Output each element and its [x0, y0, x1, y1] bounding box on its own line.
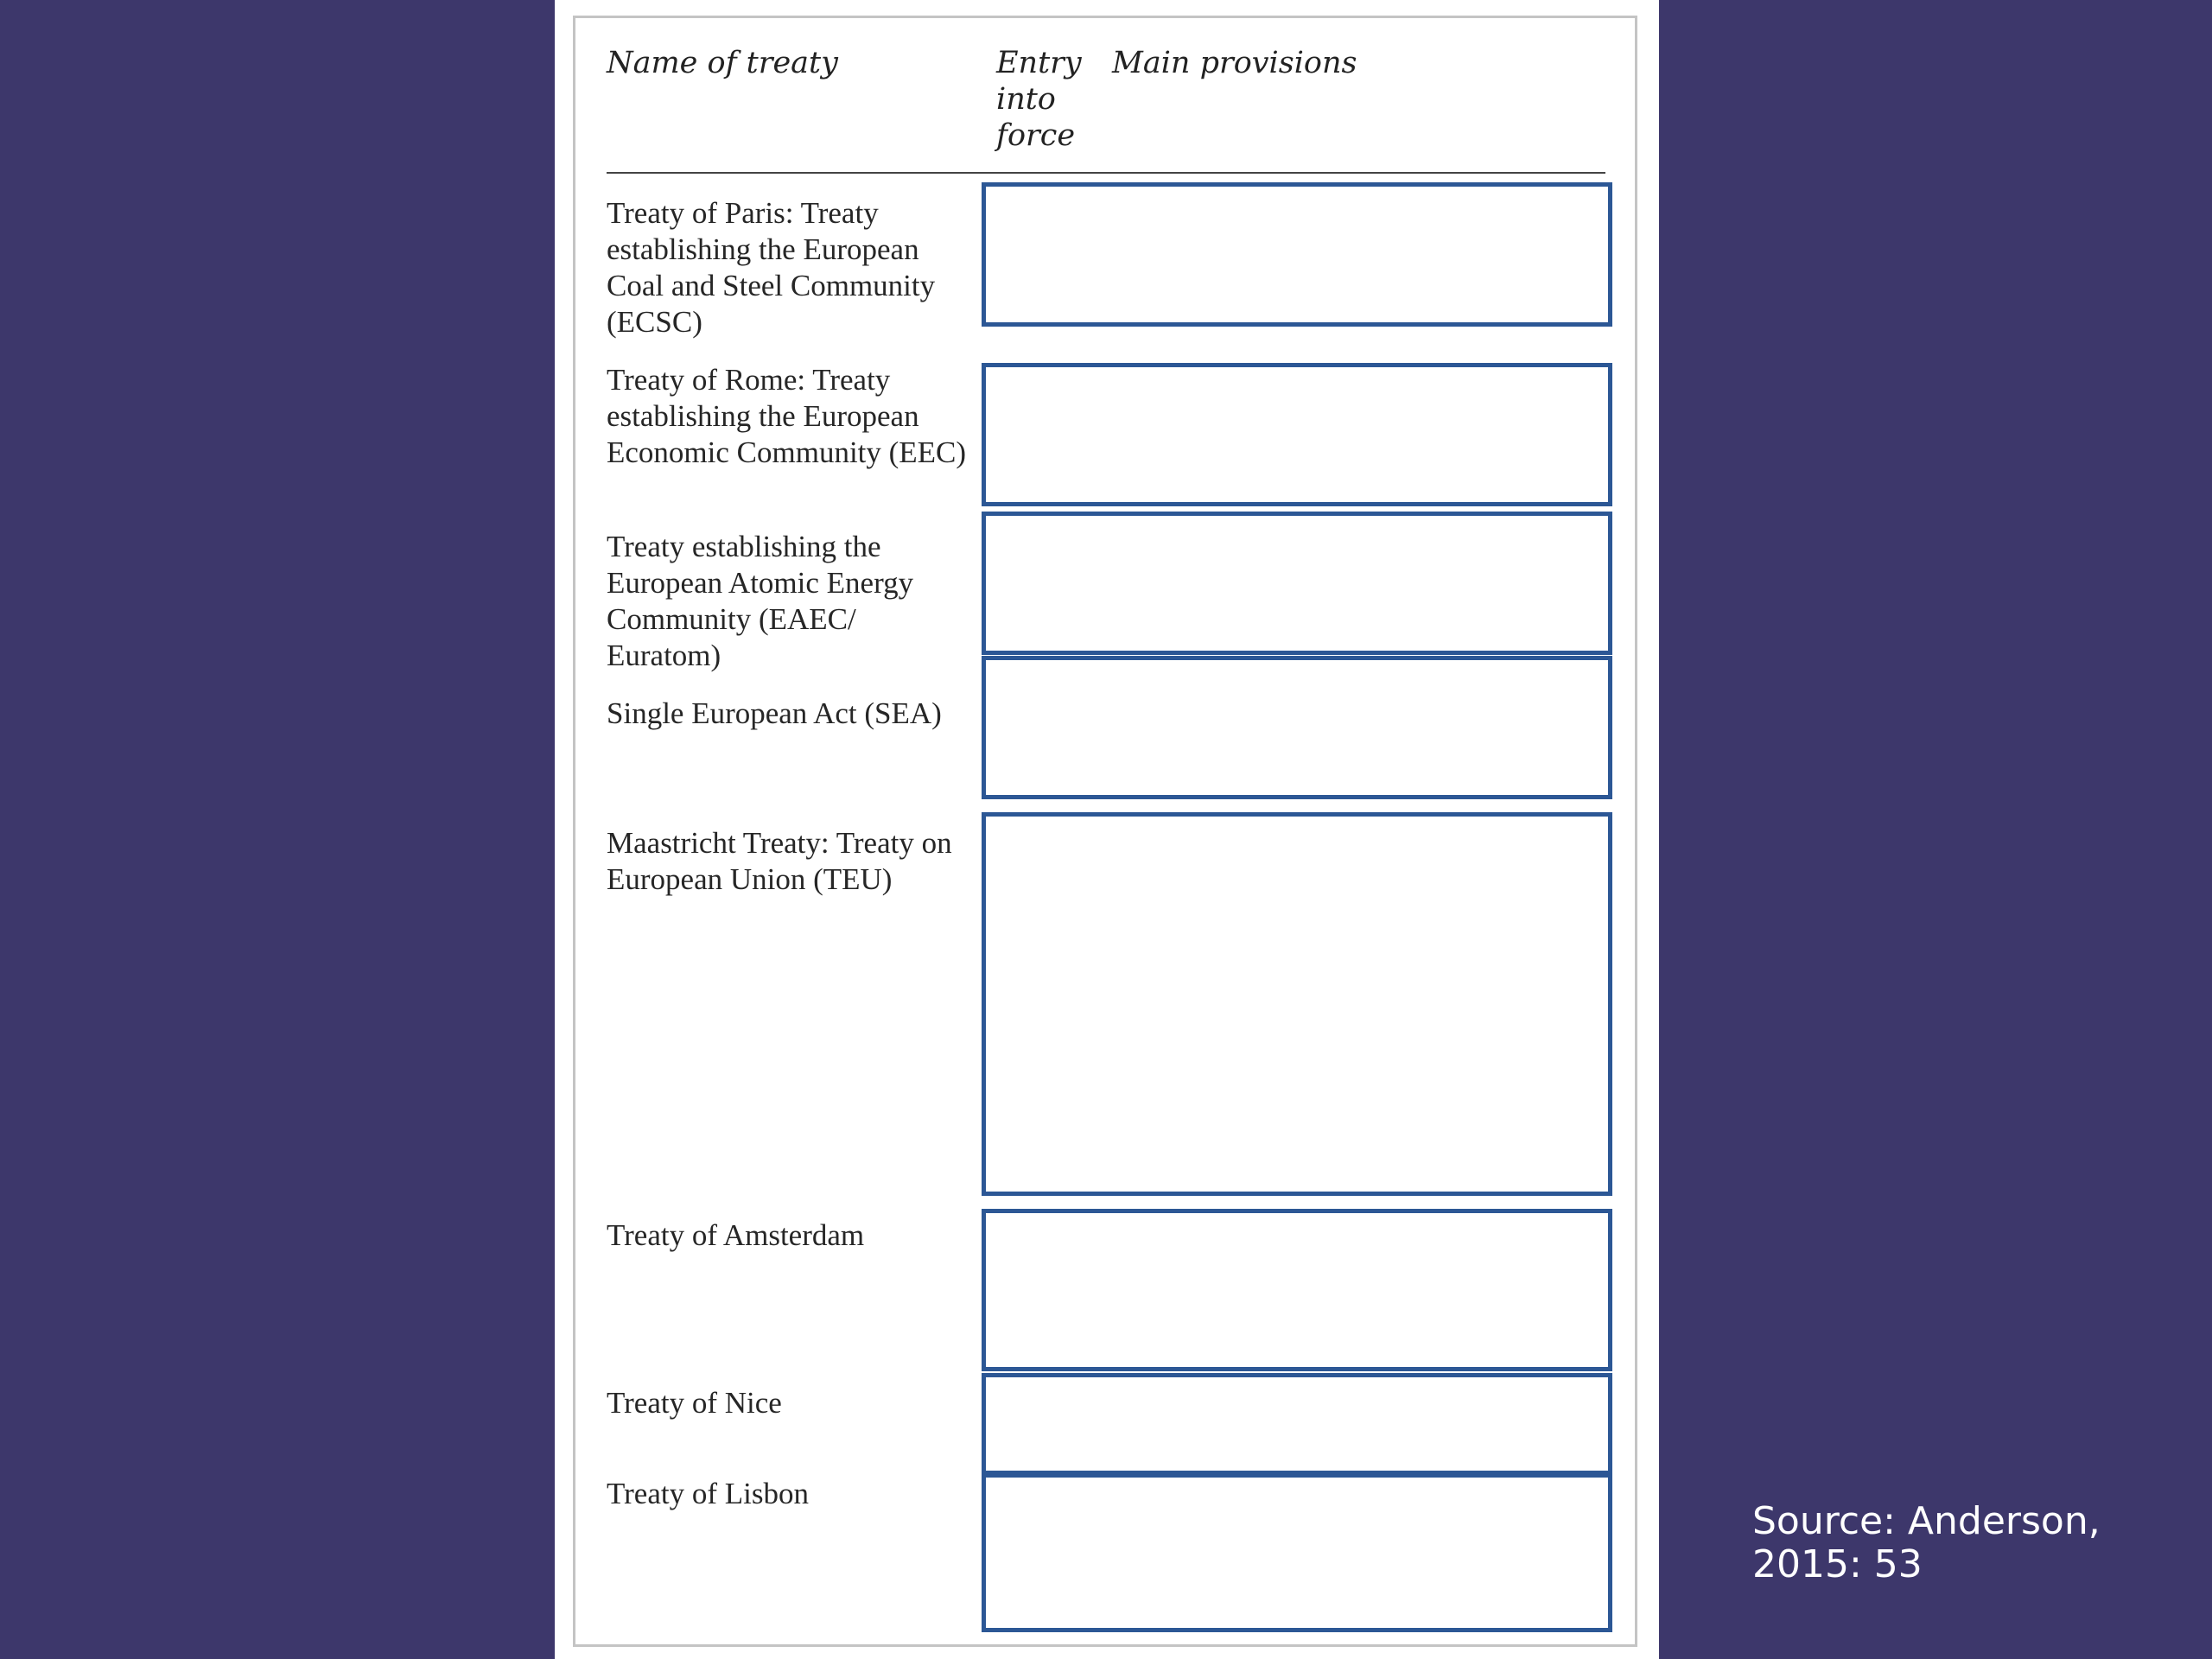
header-entry-line1: Entry [996, 46, 1082, 80]
treaty-name-maastricht: Maastricht Treaty: Treaty on European Union (TEU) [607, 826, 952, 896]
provisions-box-maastricht[interactable] [982, 812, 1612, 1196]
provisions-box-amsterdam[interactable] [982, 1209, 1612, 1371]
provisions-box-euratom[interactable] [982, 512, 1612, 655]
treaty-name-paris: Treaty of Paris: Treaty establishing the European Coal and Steel Community (ECSC) [607, 196, 936, 339]
provisions-box-sea[interactable] [982, 656, 1612, 799]
treaty-name-rome: Treaty of Rome: Treaty establishing the European Economic Community (EEC) [607, 363, 967, 469]
treaty-name-lisbon: Treaty of Lisbon [607, 1477, 809, 1510]
treaty-name-sea: Single European Act (SEA) [607, 696, 942, 730]
provisions-box-lisbon[interactable] [982, 1473, 1612, 1632]
header-main-provisions: Main provisions [1112, 46, 1357, 80]
provisions-box-rome[interactable] [982, 363, 1612, 506]
header-entry-line2: into [996, 82, 1056, 117]
treaty-name-nice: Treaty of Nice [607, 1386, 782, 1420]
treaty-name-amsterdam: Treaty of Amsterdam [607, 1218, 865, 1252]
provisions-box-nice[interactable] [982, 1373, 1612, 1475]
treaty-name-euratom: Treaty establishing the European Atomic Energy Community (EAEC/ Euratom) [607, 530, 914, 672]
header-rule [607, 172, 1605, 174]
header-entry-line3: force [996, 118, 1076, 153]
source-citation: Source: Anderson, 2015: 53 [1752, 1499, 2101, 1586]
provisions-box-paris[interactable] [982, 182, 1612, 327]
header-name-of-treaty: Name of treaty [607, 46, 838, 80]
